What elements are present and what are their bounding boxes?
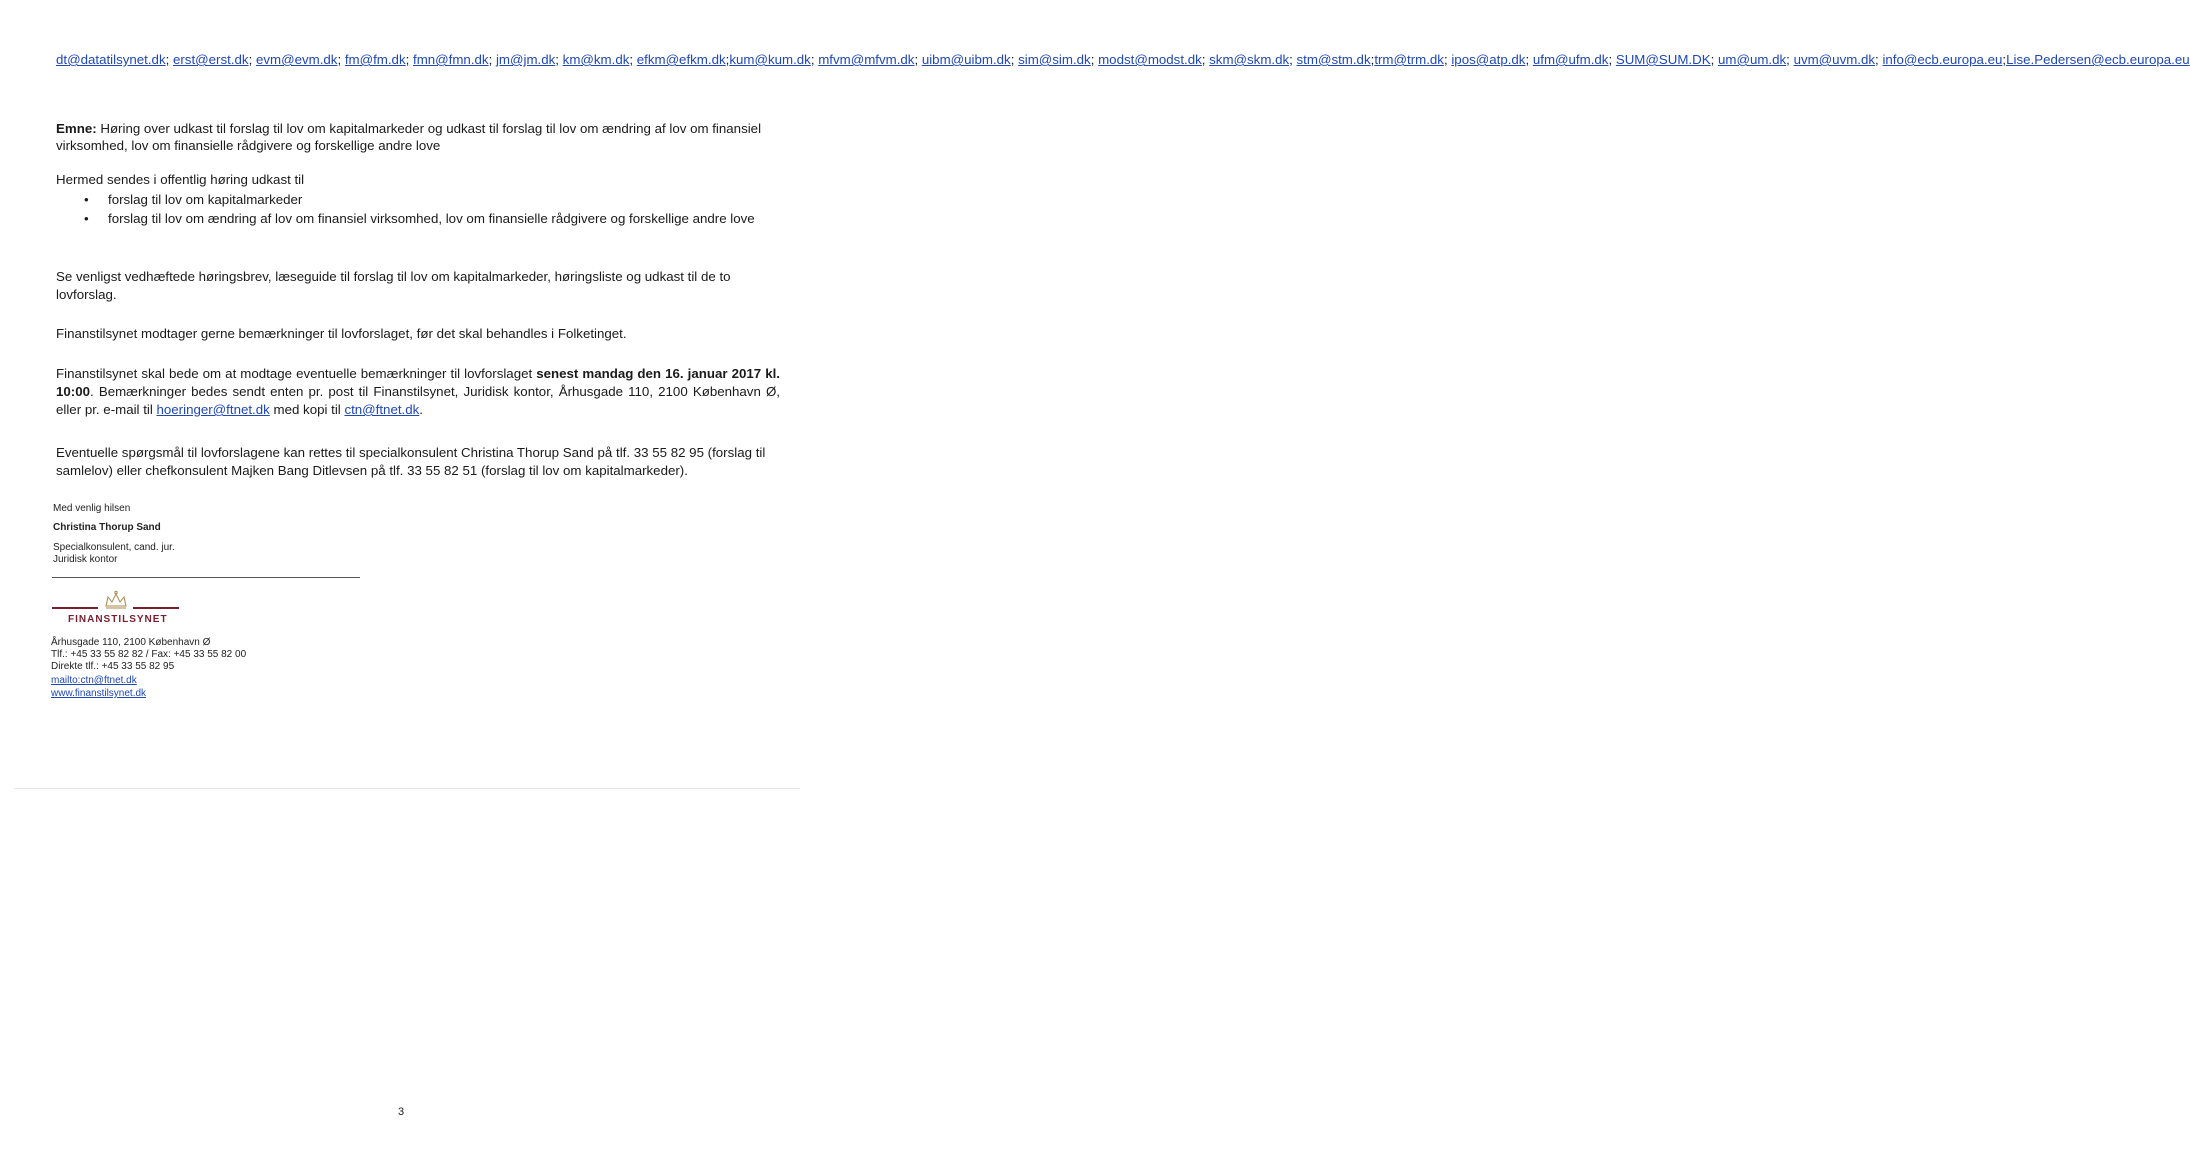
recipient-separator: ;	[1608, 52, 1616, 67]
recipient-separator: ;	[337, 52, 345, 67]
signature-greeting: Med venlig hilsen	[53, 503, 131, 514]
recipient-email-link[interactable]: ufm@ufm.dk	[1532, 52, 1609, 67]
recipient-separator: ;	[1201, 52, 1210, 67]
recipient-separator: ;	[488, 52, 496, 67]
recipient-email-link[interactable]: fm@fm.dk	[344, 52, 406, 67]
page-number: 3	[398, 1106, 405, 1118]
paragraph-attachments: Se venligst vedhæftede høringsbrev, læseguide til forslag til lov om kapitalmarkeder, høringsliste og udkast til de to lovforslag.	[56, 269, 731, 302]
paragraph-deadline	[56, 365, 780, 419]
recipient-separator: ;	[810, 52, 819, 67]
recipient-separator: ;	[725, 52, 730, 67]
deadline-text-d: .	[419, 402, 423, 417]
subject-line	[56, 121, 786, 154]
recipient-email-link[interactable]: stm@stm.dk	[1296, 52, 1371, 67]
recipient-separator: ;	[555, 52, 563, 67]
recipient-email-link[interactable]: SUM@SUM.DK	[1615, 52, 1711, 67]
deadline-text-c: med kopi til	[269, 402, 345, 417]
paragraph-questions: Eventuelle spørgsmål til lovforslagene kan rettes til specialkonsulent Christina Thorup Sand på tlf. 33 55 82 95 (forslag til samlelov) eller chefkonsulent Majken Bang Ditlevsen på tlf. 33 55 82 51 (forslag til lov om kapitalmarkeder).	[56, 445, 766, 478]
recipient-email-link[interactable]: uvm@uvm.dk	[1793, 52, 1876, 67]
recipient-email-link[interactable]: um@um.dk	[1717, 52, 1787, 67]
scan-divider	[14, 788, 800, 789]
recipient-email-link[interactable]: mfvm@mfvm.dk	[818, 52, 915, 67]
recipient-separator: ;	[1289, 52, 1297, 67]
recipient-separator: ;	[1443, 52, 1452, 67]
bullet-dot: •	[84, 192, 89, 207]
recipient-separator: ;	[1370, 52, 1375, 67]
intro-text: Hermed sendes i offentlig høring udkast til	[56, 172, 305, 187]
recipient-email-link[interactable]: sim@sim.dk	[1018, 52, 1091, 67]
recipient-email-link[interactable]: kum@kum.dk	[729, 52, 811, 67]
bullet-text: forslag til lov om ændring af lov om finansiel virksomhed, lov om finansielle rådgivere og forskellige andre love	[108, 211, 755, 226]
website-link[interactable]: www.finanstilsynet.dk	[51, 688, 147, 699]
ctn-email-link[interactable]: ctn@ftnet.dk	[344, 402, 420, 417]
signature-title: Specialkonsulent, cand. jur.	[53, 542, 175, 553]
bullet-dot: •	[84, 211, 89, 226]
recipient-email-link[interactable]: dt@datatilsynet.dk	[56, 52, 166, 67]
recipient-separator: ;	[914, 52, 922, 67]
paragraph-comments: Finanstilsynet modtager gerne bemærkninger til lovforslaget, før det skal behandles i Folketinget.	[56, 326, 627, 341]
recipient-separator: ;	[1010, 52, 1019, 67]
recipient-email-link[interactable]: erst@erst.dk	[172, 52, 249, 67]
deadline-date: senest mandag den 16. januar 2017 kl. 10:00	[56, 366, 780, 399]
bullet-text: forslag til lov om kapitalmarkeder	[108, 192, 303, 207]
logo-line-right	[133, 607, 179, 609]
recipient-separator: ;	[1710, 52, 1718, 67]
signature-divider	[52, 577, 360, 578]
recipient-separator: ;	[405, 52, 413, 67]
logo-line-left	[52, 607, 98, 609]
recipient-email-link[interactable]: trm@trm.dk	[1374, 52, 1444, 67]
recipient-email-link[interactable]: ipos@atp.dk	[1451, 52, 1526, 67]
recipient-email-link[interactable]: skm@skm.dk	[1209, 52, 1290, 67]
recipient-separator: ;	[2002, 52, 2007, 67]
crown-icon	[103, 590, 129, 612]
recipient-email-link[interactable]: jm@jm.dk	[495, 52, 556, 67]
contact-phone: Tlf.: +45 33 55 82 82 / Fax: +45 33 55 82 00	[51, 649, 247, 660]
contact-direct-phone: Direkte tlf.: +45 33 55 82 95	[51, 661, 175, 672]
recipient-separator: ;	[1786, 52, 1794, 67]
recipient-email-link[interactable]: efkm@efkm.dk	[636, 52, 726, 67]
recipient-separator: ;	[1090, 52, 1099, 67]
hoeringer-email-link[interactable]: hoeringer@ftnet.dk	[156, 402, 270, 417]
recipient-email-link[interactable]: evm@evm.dk	[255, 52, 338, 67]
recipient-email-link[interactable]: Lise.Pedersen@ecb.europa.eu	[2006, 52, 2190, 67]
subject-label: Emne:	[56, 121, 97, 136]
logo-wordmark: FINANSTILSYNET	[68, 614, 168, 625]
recipient-separator: ;	[165, 52, 173, 67]
recipient-list	[56, 52, 2190, 69]
deadline-text-b: . Bemærkninger bedes sendt enten pr. post til Finanstilsynet, Juridisk kontor, Århusgade 110, 2100 København Ø, eller pr. e-mail til	[56, 384, 780, 417]
recipient-email-link[interactable]: uibm@uibm.dk	[921, 52, 1011, 67]
recipient-separator: ;	[1875, 52, 1883, 67]
contact-mail-link[interactable]: mailto:ctn@ftnet.dk	[51, 675, 137, 686]
recipient-email-link[interactable]: km@km.dk	[562, 52, 630, 67]
recipient-email-link[interactable]: info@ecb.europa.eu	[1882, 52, 2003, 67]
recipient-separator: ;	[248, 52, 256, 67]
signature-department: Juridisk kontor	[53, 554, 118, 565]
subject-text: Høring over udkast til forslag til lov om kapitalmarkeder og udkast til forslag til lov om ændring af lov om finansiel virksomhed, lov om finansielle rådgivere og forskellige andre love	[56, 121, 762, 153]
contact-address: Århusgade 110, 2100 København Ø	[51, 637, 211, 648]
recipient-separator: ;	[1525, 52, 1533, 67]
signature-name: Christina Thorup Sand	[53, 522, 161, 533]
recipient-separator: ;	[629, 52, 637, 67]
recipient-email-link[interactable]: fmn@fmn.dk	[413, 52, 489, 67]
deadline-text-a: Finanstilsynet skal bede om at modtage eventuelle bemærkninger til lovforslaget	[56, 366, 537, 381]
recipient-email-link[interactable]: modst@modst.dk	[1098, 52, 1202, 67]
